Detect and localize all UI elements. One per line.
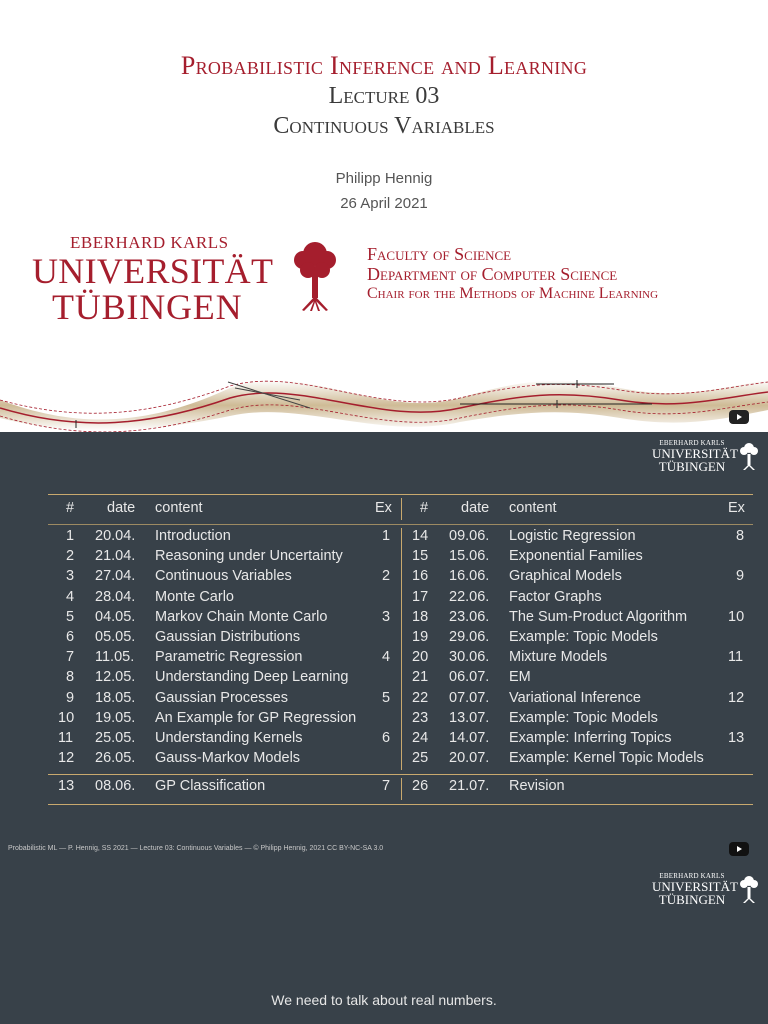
university-logo-small xyxy=(652,872,738,907)
lecture-content: Revision xyxy=(509,778,565,794)
table-row xyxy=(48,690,753,710)
lecture-content: Logistic Regression xyxy=(509,528,636,544)
lecture-content: Example: Topic Models xyxy=(509,709,658,726)
lecture-num: 20 xyxy=(412,649,429,666)
table-row xyxy=(48,649,753,669)
lecture-number: Lecture 03 xyxy=(328,83,440,109)
lecture-content: An Example for GP Regression xyxy=(155,709,357,726)
lecture-num: 18 xyxy=(412,608,429,625)
lecture-date: 06.07. xyxy=(449,669,490,686)
lecture-date: 05.05. xyxy=(95,629,136,645)
lecture-num: 8 xyxy=(66,669,75,686)
lecture-date: 16.06. xyxy=(449,568,490,585)
lecture-num: 22 xyxy=(412,689,429,706)
header-ex: Ex xyxy=(728,500,745,516)
logo-line1: EBERHARD KARLS xyxy=(659,439,725,447)
lecture-num: 12 xyxy=(58,750,75,767)
exercise-num: 7 xyxy=(382,778,391,794)
lecture-num: 7 xyxy=(66,649,75,666)
lecture-num: 13 xyxy=(58,778,75,794)
lecture-content: Graphical Models xyxy=(509,568,622,585)
exercise-num: 12 xyxy=(728,689,745,706)
university-logo-small xyxy=(652,439,738,474)
logo-line2: UNIVERSITÄT xyxy=(652,879,738,894)
lecture-date: 30.06. xyxy=(449,649,490,666)
lecture-num: 15 xyxy=(412,548,429,565)
course-title: Probabilistic Inference and Learning xyxy=(180,51,588,80)
exercise-num: 2 xyxy=(382,568,391,585)
header-content: content xyxy=(155,500,203,516)
lecture-content: Gaussian Processes xyxy=(155,689,288,706)
lecture-content: Gaussian Distributions xyxy=(155,629,301,645)
table-row xyxy=(48,568,753,588)
lecture-content: Markov Chain Monte Carlo xyxy=(155,608,328,625)
lecture-num: 16 xyxy=(412,568,429,585)
lecture-content: Reasoning under Uncertainty xyxy=(155,548,343,565)
exercise-num: 8 xyxy=(736,528,745,544)
table-row xyxy=(48,589,753,609)
lecture-num: 19 xyxy=(412,629,429,645)
youtube-icon[interactable] xyxy=(729,410,749,424)
header-content: content xyxy=(509,500,557,516)
slide-footer: Probabilistic ML — P. Hennig, SS 2021 — Lecture 03: Continuous Variables — © Philipp Hennig, 2021 CC BY-NC-SA 3.0 xyxy=(8,845,384,852)
table-row xyxy=(48,528,753,548)
lecture-date: 14.07. xyxy=(449,730,490,746)
lecture-num: 14 xyxy=(412,528,429,544)
oak-tree-icon xyxy=(740,875,758,903)
header-date: date xyxy=(461,500,490,516)
table-row xyxy=(48,750,753,770)
lecture-date: 25.05. xyxy=(95,730,136,746)
lecture-content: GP Classification xyxy=(155,778,266,794)
gaussian-process-banner xyxy=(0,350,768,432)
faculty-line3: Chair for the Methods of Machine Learning xyxy=(367,285,659,302)
faculty-block xyxy=(367,244,658,304)
header-ex: Ex xyxy=(375,500,392,516)
lecture-date: 18.05. xyxy=(95,689,136,706)
table-row xyxy=(48,669,753,689)
lecture-date: 29.06. xyxy=(449,629,490,645)
table-row xyxy=(48,629,753,649)
lecture-content: Exponential Families xyxy=(509,548,643,565)
faculty-line2: Department of Computer Science xyxy=(367,264,618,284)
lecture-num: 24 xyxy=(412,730,429,746)
lecture-content: Parametric Regression xyxy=(155,649,303,666)
lecture-date: 20.07. xyxy=(449,750,490,767)
lecture-date: 23.06. xyxy=(449,608,490,625)
lecture-date: 09.06. xyxy=(449,528,490,544)
lecture-date: 11.05. xyxy=(95,649,135,666)
oak-tree-icon xyxy=(740,442,758,470)
lecture-date: 28.04. xyxy=(95,588,136,605)
logo-line3: TÜBINGEN xyxy=(658,459,726,474)
lecture-num: 10 xyxy=(58,709,75,726)
lecture-num: 6 xyxy=(66,629,75,645)
title-slide xyxy=(0,0,768,432)
lecture-content: Gauss-Markov Models xyxy=(155,750,301,767)
lecture-num: 3 xyxy=(66,568,75,585)
header-num: # xyxy=(66,500,75,516)
slide-caption: We need to talk about real numbers. xyxy=(271,992,497,1008)
lecture-date: 13.07. xyxy=(449,709,490,726)
lecture-num: 4 xyxy=(66,588,75,605)
oak-tree-icon xyxy=(290,238,340,312)
lecture-content: Mixture Models xyxy=(509,649,608,666)
uni-line2: UNIVERSITÄT xyxy=(32,251,274,291)
exercise-num: 11 xyxy=(728,649,744,666)
exercise-num: 4 xyxy=(382,649,391,666)
logo-line1: EBERHARD KARLS xyxy=(659,872,725,880)
lecture-date: 22.06. xyxy=(449,588,490,605)
lecture-date: 21.07. xyxy=(449,778,490,794)
exercise-num: 5 xyxy=(382,689,391,706)
lecture-content: Example: Inferring Topics xyxy=(509,730,672,746)
lecture-num: 5 xyxy=(66,608,75,625)
lecture-content: Introduction xyxy=(155,528,231,544)
table-row xyxy=(48,609,753,629)
lecture-date: 26.05. xyxy=(95,750,136,767)
lecture-num: 17 xyxy=(412,588,429,605)
lecture-num: 11 xyxy=(58,730,74,746)
youtube-icon[interactable] xyxy=(729,842,749,856)
author: Philipp Hennig xyxy=(335,170,433,187)
lecture-date: 27.04. xyxy=(95,568,136,585)
lecture-title: Continuous Variables xyxy=(273,113,495,139)
lecture-content: EM xyxy=(509,669,531,686)
lecture-content: The Sum-Product Algorithm xyxy=(509,608,688,625)
lecture-date: 12.05. xyxy=(95,669,136,686)
exercise-num: 6 xyxy=(382,730,391,746)
table-row xyxy=(48,778,753,798)
exercise-num: 1 xyxy=(382,528,391,544)
lecture-content: Variational Inference xyxy=(509,689,641,706)
lecture-num: 1 xyxy=(66,528,75,544)
lecture-date: 19.05. xyxy=(95,709,136,726)
lecture-content: Example: Topic Models xyxy=(509,629,658,645)
lecture-content: Factor Graphs xyxy=(509,588,602,605)
exercise-num: 13 xyxy=(728,730,745,746)
lecture-date: 21.04. xyxy=(95,548,136,565)
logo-line3: TÜBINGEN xyxy=(658,892,726,907)
lecture-num: 26 xyxy=(412,778,429,794)
lecture-content: Understanding Kernels xyxy=(155,730,303,746)
lecture-date: 08.06. xyxy=(95,778,136,794)
lecture-content: Understanding Deep Learning xyxy=(155,669,349,686)
header-num: # xyxy=(420,500,429,516)
lecture-num: 25 xyxy=(412,750,429,767)
lecture-date: 04.05. xyxy=(95,608,136,625)
lecture-date: 07.07. xyxy=(449,689,490,706)
faculty-line1: Faculty of Science xyxy=(367,244,512,264)
logo-line2: UNIVERSITÄT xyxy=(652,446,738,461)
lecture-num: 21 xyxy=(412,669,429,686)
uni-line1: EBERHARD KARLS xyxy=(70,233,229,252)
exercise-num: 10 xyxy=(728,608,745,625)
table-row xyxy=(48,730,753,750)
exercise-num: 9 xyxy=(736,568,745,585)
lecture-num: 9 xyxy=(66,689,75,706)
header-date: date xyxy=(107,500,136,516)
lecture-content: Continuous Variables xyxy=(155,568,292,585)
university-logo-text xyxy=(32,234,273,325)
lecture-content: Example: Kernel Topic Models xyxy=(509,750,704,767)
lecture-num: 23 xyxy=(412,709,429,726)
lecture-date: 15.06. xyxy=(449,548,490,565)
table-row xyxy=(48,710,753,730)
lecture-date: 20.04. xyxy=(95,528,136,544)
table-row xyxy=(48,548,753,568)
lecture-date: 26 April 2021 xyxy=(340,195,428,212)
uni-line3: TÜBINGEN xyxy=(52,287,243,327)
lecture-content: Monte Carlo xyxy=(155,588,234,605)
lecture-num: 2 xyxy=(66,548,75,565)
exercise-num: 3 xyxy=(382,608,391,625)
